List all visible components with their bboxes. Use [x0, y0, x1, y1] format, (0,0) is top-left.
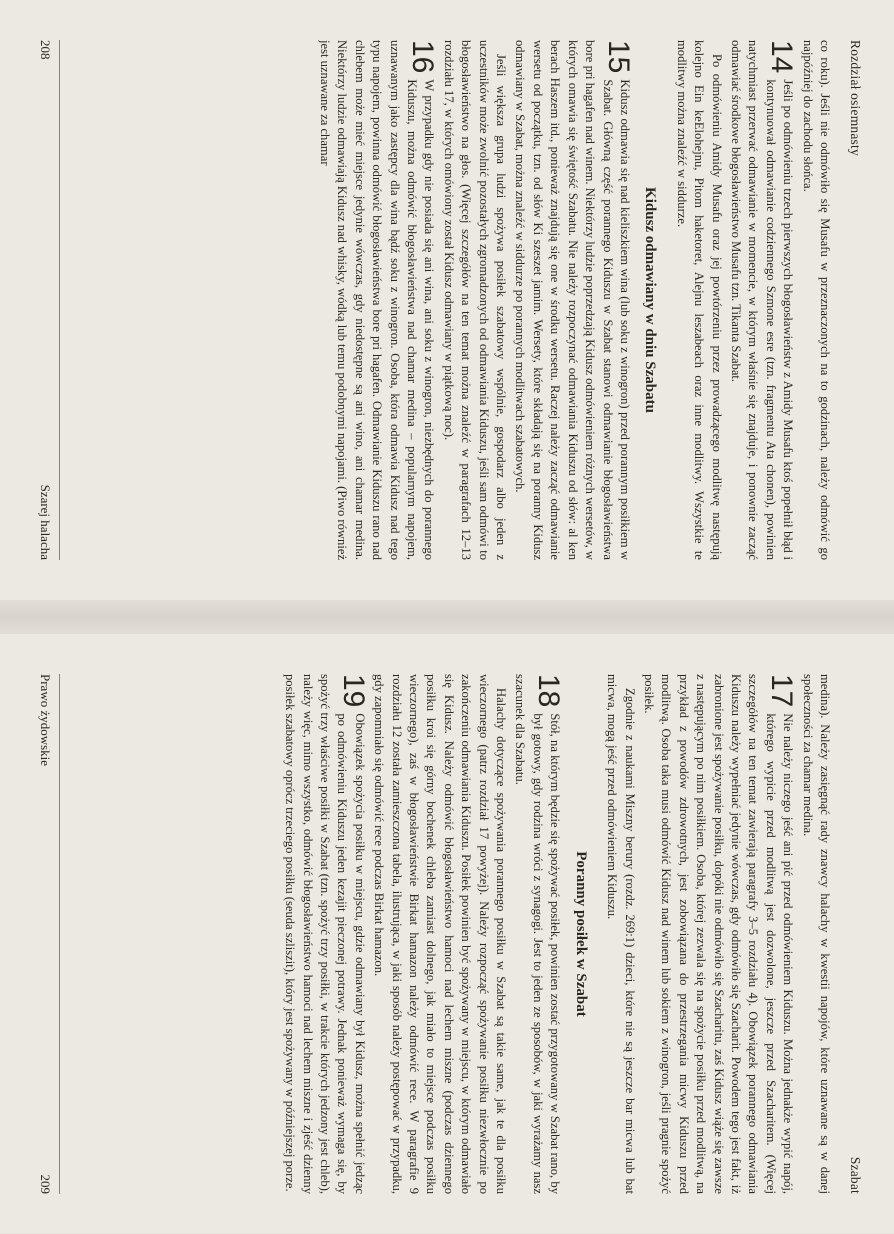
paragraph-19 — [281, 674, 368, 1194]
paragraph-18 — [511, 674, 566, 1194]
page-number-208: 208 — [38, 40, 53, 60]
section-heading-poranny: Poranny posiłek w Szabat — [572, 851, 589, 1017]
paragraph-14 — [727, 40, 797, 560]
paragraph-18b: Halachy dotyczące spożywania porannego posiłku w Szabat są takie same, jak te dla posiłku wieczornego (patrz rozdział 17 powyżej). Należy rozpocząć spożywanie posiłku niezwłocznie po zakończeniu odmawiania Kiduszu. Posiłek powinien być spożywany w miejscu, w którym odmawiało się Kidusz. Należy odmówić błogosławieństwo hamoci nad lechem miszne (podczas dziennego posiłku kroi się górny bochenek chleba zamiast dolnego, jak miało to miejsce podczas posiłku wieczornego), zaś w błogosławieństwie Birkat hamazon należy odmówić rece. W paragrafie 9 rozdziału 12 została zamieszczona tabela, ilustrująca, w jaki sposób należy postępować w przypadku, gdy zapomniało się odmówić rece podczas Birkat hamazon. — [372, 674, 509, 1194]
paragraph-number-19: 19 — [336, 674, 370, 708]
section-heading-kidusz: Kidusz odmawiany w dniu Szabatu — [642, 187, 659, 413]
footer-title-right: Prawo żydowskie — [38, 674, 53, 767]
paragraph-17 — [640, 674, 797, 1194]
running-head-right: Szabat — [848, 1156, 863, 1194]
page-number-209: 209 — [38, 1174, 53, 1194]
paragraph-number-15: 15 — [601, 40, 635, 74]
page-209-body — [77, 674, 833, 1194]
paragraph-16 — [316, 40, 438, 560]
paragraph-14b: Po odmówieniu Amidy Musafu oraz jej powtórzeniu przez prowadzącego modlitwę następują kolejno Ein keElohejnu, Pitom haketoret, Alejnu leszabeach oraz inne modlitwy. Wszystkie te modlitwy można znaleźć w siddurze. — [674, 40, 724, 560]
paragraph-number-16: 16 — [406, 40, 440, 74]
footer-title-left: Szarej halacha — [38, 484, 53, 560]
paragraph-16-text: W przypadku gdy nie posiada się ani wina, ani soku z winogron, niezbędnych do porannego Kiduszu, można odmówić błogosławieństwa nad chamar medina – popularnym napojem, uznawanym jako zastępcy dla wina bądź soku z winogron. Osoba, która odmawia Kidusz nad tego typu napojem, powinna odmówić błogosławieństwa bore pri hagafen. Odmawianie Kiduszu rano nad chlebem może mieć miejsce jedynie wówczas, gdy niedostępne są ani wino, ani chamar medina. Niektórzy ludzie odmawiają Kidusz nad whisky, wódką lub temu podobnymi napojami. (Piwo również jest uznawane za chamar — [318, 40, 437, 560]
paragraph-intro-right: medina). Należy zasięgnąć rady znawcy halachy w kwestii napojów, które uznawane są w danej społeczności za chamar medina. — [800, 674, 832, 1194]
paragraph-18-text: Stół, na którym będzie się spożywać posiłek, powinien zostać przygotowany w Szabat rano, by był gotowy, gdy rodzina wróci z synagogi. Jest to jeden ze sposobów, w jaki wyrażamy nasz szacunek dla Szabatu. — [513, 674, 563, 1194]
paragraph-15b: Jeśli większa grupa ludzi spożywa posiłek szabatowy wspólnie, gospodarz albo jeden z uczestników może zwolnić pozostałych zgromadzonych od odmawiania Kiduszu, jeśli sam odmówi to błogosławieństwo na głos. (Więcej szczegółów na ten temat można znaleźć w paragrafach 12–13 rozdziału 17, w których omówiony został Kidusz odmawiany w piątkową noc). — [441, 40, 509, 560]
paragraph-14-text: Jeśli po odmówieniu trzech pierwszych błogosławieństw z Amidy Musafu ktoś popełnił błąd i kontynuował odmawianie codziennego Szmone esre (tzn. fragmentu Ata chonen), powinien natychmiast przerwać odmawianie w momencie, w którym właśnie się znajduje, i ponownie zacząć odmawiać środkowe błogosławieństwo Musafu tzn. Tikanta Szabat. — [728, 40, 796, 560]
footer-rule-left — [59, 40, 60, 560]
paragraph-17-text: Nie należy niczego jeść ani pić przed odmówieniem Kiduszu. Można jednakże wypić napój, którego wypicie przed modlitwą jest dozwolone, jeszcze przed Szacharitem. (Więcej szczegółów na ten temat zawierają paragrafy 3–5 rozdziału 4). Obowiązek porannego odmawiania Kiduszu należy wypełniać jedynie wówczas, gdy odmówiło się Szacharit. Powodem tego jest fakt, iż zabronione jest spożywanie posiłku, dopóki nie odmówiło się Szacharitu, zaś Kidusz wiąże się zawsze z następującym po nim posiłkiem. Osoba, której zezwala się na spożycie posiłku przed modlitwą, na przykład z powodów zdrowotnych, jest zobowiązana do przestrzegania micwy Kiduszu przed modlitwą. Osoba taka musi odmówić Kidusz nad winem lub sokiem z winogron, jeśli pragnie spożyć posiłek. — [641, 674, 796, 1194]
paragraph-15 — [511, 40, 633, 560]
paragraph-17b: Zgodnie z naukami Miszny berury (rozdz. 269:1) dzieci, które nie są jeszcze bar micwa lub bat micwa, mogą jeść przed odmówieniem Kiduszu. — [605, 674, 637, 1194]
paragraph-15-text: Kidusz odmawia się nad kieliszkiem wina (lub soku z winogron) przed porannym posiłkiem w Szabat. Główną część porannego Kiduszu w Szabat stanowi odmawianie błogosławieństwa bore pri hagafen nad winem. Niektórzy ludzie poprzedzają Kidusz odmówieniem różnych wersetów, w których omawia się świętość Szabatu. Nie należy rozpoczynać odmawiania Kiduszu od słów: al ken berach Haszem itd., ponieważ znajdują się one w środku wersetu. Raczej należy zacząć odmawianie wersetu od początku, tzn. od słów Ki szeszet jamim. Wersety, które składają się na poranny Kidusz odmawiany w Szabat, można znaleźć w siddurze po porannych modlitwach szabatowych. — [513, 40, 632, 560]
page-209 — [17, 634, 877, 1234]
page-208-body — [77, 40, 833, 560]
paragraph-number-17: 17 — [765, 674, 799, 708]
footer-rule-right — [59, 674, 60, 1194]
book-gutter — [0, 600, 894, 634]
paragraph-number-18: 18 — [532, 674, 566, 708]
page-208 — [17, 0, 877, 600]
paragraph-number-14: 14 — [765, 40, 799, 74]
running-head-left: Rozdział osiemnasty — [848, 40, 863, 156]
paragraph-intro: co roku). Jeśli nie odmówiło się Musafu w przeznaczonych na to godzinach, należy odmówić go najpóźniej do zachodu słońca. — [800, 40, 832, 560]
paragraph-19-text: Obowiązek spożycia posiłku w miejscu, gdzie odmawiany był Kidusz, można spełnić jedząc po odmówieniu Kiduszu jeden kezajit pieczonej potrawy. Jednak ponieważ wymaga się, by spożyć trzy właściwe posiłki w Szabat (tzn. spożyć trzy posiłki, w trakcie których jedzony jest chleb), należy więc, mimo wszystko, odmówić błogosławieństwo hamoci nad lechem miszne i zjeść dzienny posiłek szabatowy oprócz trzeciego posiłku (seuda szliszit), który jest spożywany w późniejszej porze. — [283, 674, 367, 1194]
